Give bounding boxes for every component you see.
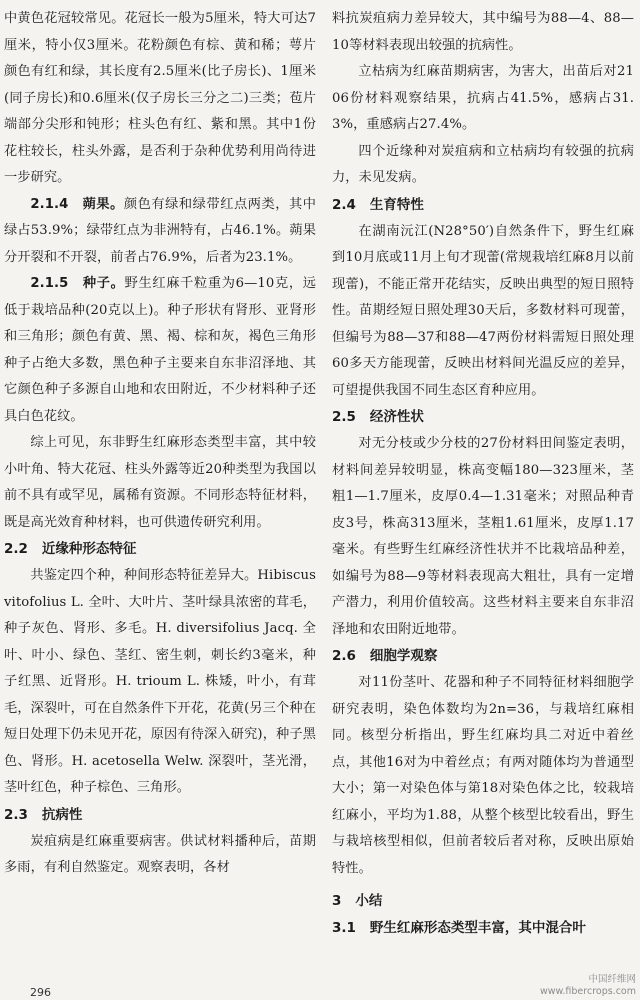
paragraph-2-1-5-text: 野生红麻千粒重为6—10克，远低于栽培品种(20克以上)。种子形状有肾形、亚肾形和三角形；颜色有黄、黑、褐、棕和灰，褐色三角形种子占绝大多数，黑色种子主要来自东非沼泽地、其它颜色种子多源自山地和农田附近，不少材料种子还具白色花纹。 — [4, 276, 317, 424]
heading-2-6-number: 2.6 — [332, 648, 356, 664]
heading-2-4 — [332, 192, 634, 219]
paragraph-2-4: 在湖南沅江(N28°50′)自然条件下，野生红麻到10月底或11月上旬才现蕾(常规栽培红麻8月以前现蕾)，不能正常开花结实，反映出典型的短日照特性。苗期经短日照处理30天后，多数材料可现蕾，但编号为88—37和88—47两份材料需短日照处理60多天方能现蕾，反映出材料间光温反应的差异，可望提供我国不同生态区育种应用。 — [332, 223, 634, 398]
left-column — [4, 6, 316, 882]
heading-3-1-number: 3.1 — [332, 920, 356, 936]
paragraph-wilt: 立枯病为红麻苗期病害，为害大，出苗后对2106份材料观察结果，抗病占41.5%，感病占31.3%，重感病占27.4%。 — [332, 64, 634, 132]
heading-3-1-title: 野生红麻形态类型丰富，其中混合叶 — [369, 920, 586, 936]
subheading-2-1-5: 2.1.5 种子。 — [30, 276, 125, 291]
watermark — [540, 974, 636, 998]
paragraph-continued: 料抗炭疽病力差异较大，其中编号为88—4、88—10等材料表现出较强的抗病性。 — [332, 11, 634, 53]
subheading-2-1-4: 2.1.4 蒴果。 — [30, 196, 124, 212]
paragraph-2-1-4-text: 颜色有绿和绿带红点两类，其中绿占53.9%；绿带红点为非洲特有，占46.1%。蒴果分开裂和不开裂，前者占76.9%，后者为23.1%。 — [4, 196, 316, 265]
heading-2-4-number: 2.4 — [332, 196, 356, 213]
heading-3-number: 3 — [332, 893, 342, 909]
paragraph-flower: 中黄色花冠较常见。花冠长一般为5厘米，特大可达7厘米，特小仅3厘米。花粉颜色有棕、黄和稀；萼片颜色有红和绿，其长度有2.5厘米(比子房长)、1厘米(同子房长)和0.6厘米(仅子房长三分之二)三类；苞片端部分尖形和钝形；柱头色有红、紫和黑。其中1份花柱较长，柱头外露，是否利于杂种优势利用尚待进一步研究。 — [4, 11, 316, 185]
paragraph-four-species: 四个近缘种对炭疽病和立枯病均有较强的抗病力，未见发病。 — [332, 143, 634, 185]
right-column — [332, 6, 634, 942]
heading-3 — [332, 888, 634, 915]
paragraph-2-5: 对无分枝或少分枝的27份材料田间鉴定表明，材料间差异较明显，株高变幅180—323厘米，茎粗1—1.7厘米，皮厚0.4—1.31毫米；对照品种青皮3号，株高313厘米，茎粗1.61厘米，皮厚1.17毫米。有些野生红麻经济性状并不比栽培品种差，如编号为88—9等材料表现高大粗壮，具有一定增产潜力，利用价值较高。这些材料主要来自东非沼泽地和农田附近地带。 — [332, 436, 634, 637]
heading-3-title: 小结 — [355, 893, 383, 909]
paragraph-2-6: 对11份茎叶、花器和种子不同特征材料细胞学研究表明，染色体数均为2n=36，与栽培红麻相同。核型分析指出，野生红麻均具二对近中着丝点，其他16对为中着丝点；有两对随体均为普通型大小；第一对染色体与第18对染色体之比，较栽培红麻小，平均为1.88，从整个核型比较看出，野生与栽培核型相似，但前者较后者对称，反映出原始特性。 — [332, 675, 634, 876]
heading-2-2-number: 2.2 — [4, 541, 28, 557]
page-number: 296 — [30, 986, 51, 999]
heading-2-6-title: 细胞学观察 — [369, 648, 438, 664]
heading-2-5-number: 2.5 — [332, 409, 356, 425]
watermark-line-1: 中国纤维网 — [588, 974, 636, 985]
heading-2-4-title: 生育特性 — [369, 196, 424, 213]
paragraph-summary: 综上可见，东非野生红麻形态类型丰富，其中较小叶角、特大花冠、柱头外露等近20种类型为我国以前不具有或罕见，属稀有资源。不同形态特征材料，既是高光效育种材料，也可供遗传研究利用。 — [4, 435, 316, 530]
paragraph-2-1-5 — [4, 271, 316, 430]
heading-2-3-title: 抗病性 — [41, 806, 83, 823]
paragraph-2-2: 共鉴定四个种，种间形态特征差异大。Hibiscus vitofolius L. 全叶、大叶片、茎叶绿具浓密的茸毛，种子灰色、肾形、多毛。H. diversifolius Jacq. 全叶、叶小、绿色、茎红、密生刺，刺长约3毫米，种子红黑、近肾形。H. trioum L. 株矮，叶小，有茸毛，深裂叶，可在自然条件下开花，花黄(另三个种在短日处理下仍未见开花，原因有待深入研究)，种子黑色、肾形。H. acetosella Welw. 深裂叶，茎光滑，茎叶红色，种子棕色、三角形。 — [4, 568, 316, 795]
heading-2-6 — [332, 643, 634, 670]
heading-2-3 — [4, 802, 316, 829]
heading-2-2 — [4, 536, 316, 563]
paragraph-2-3: 炭疽病是红麻重要病害。供试材料播种后，苗期多雨，有利自然鉴定。观察表明，各材 — [4, 833, 316, 875]
heading-2-3-number: 2.3 — [4, 806, 28, 823]
heading-2-5-title: 经济性状 — [369, 409, 424, 425]
heading-2-2-title: 近缘种形态特征 — [41, 541, 137, 557]
paragraph-2-1-4 — [4, 192, 316, 272]
heading-2-5 — [332, 404, 634, 431]
watermark-line-2: www.fibercrops.com — [539, 986, 636, 997]
heading-3-1 — [332, 915, 634, 942]
